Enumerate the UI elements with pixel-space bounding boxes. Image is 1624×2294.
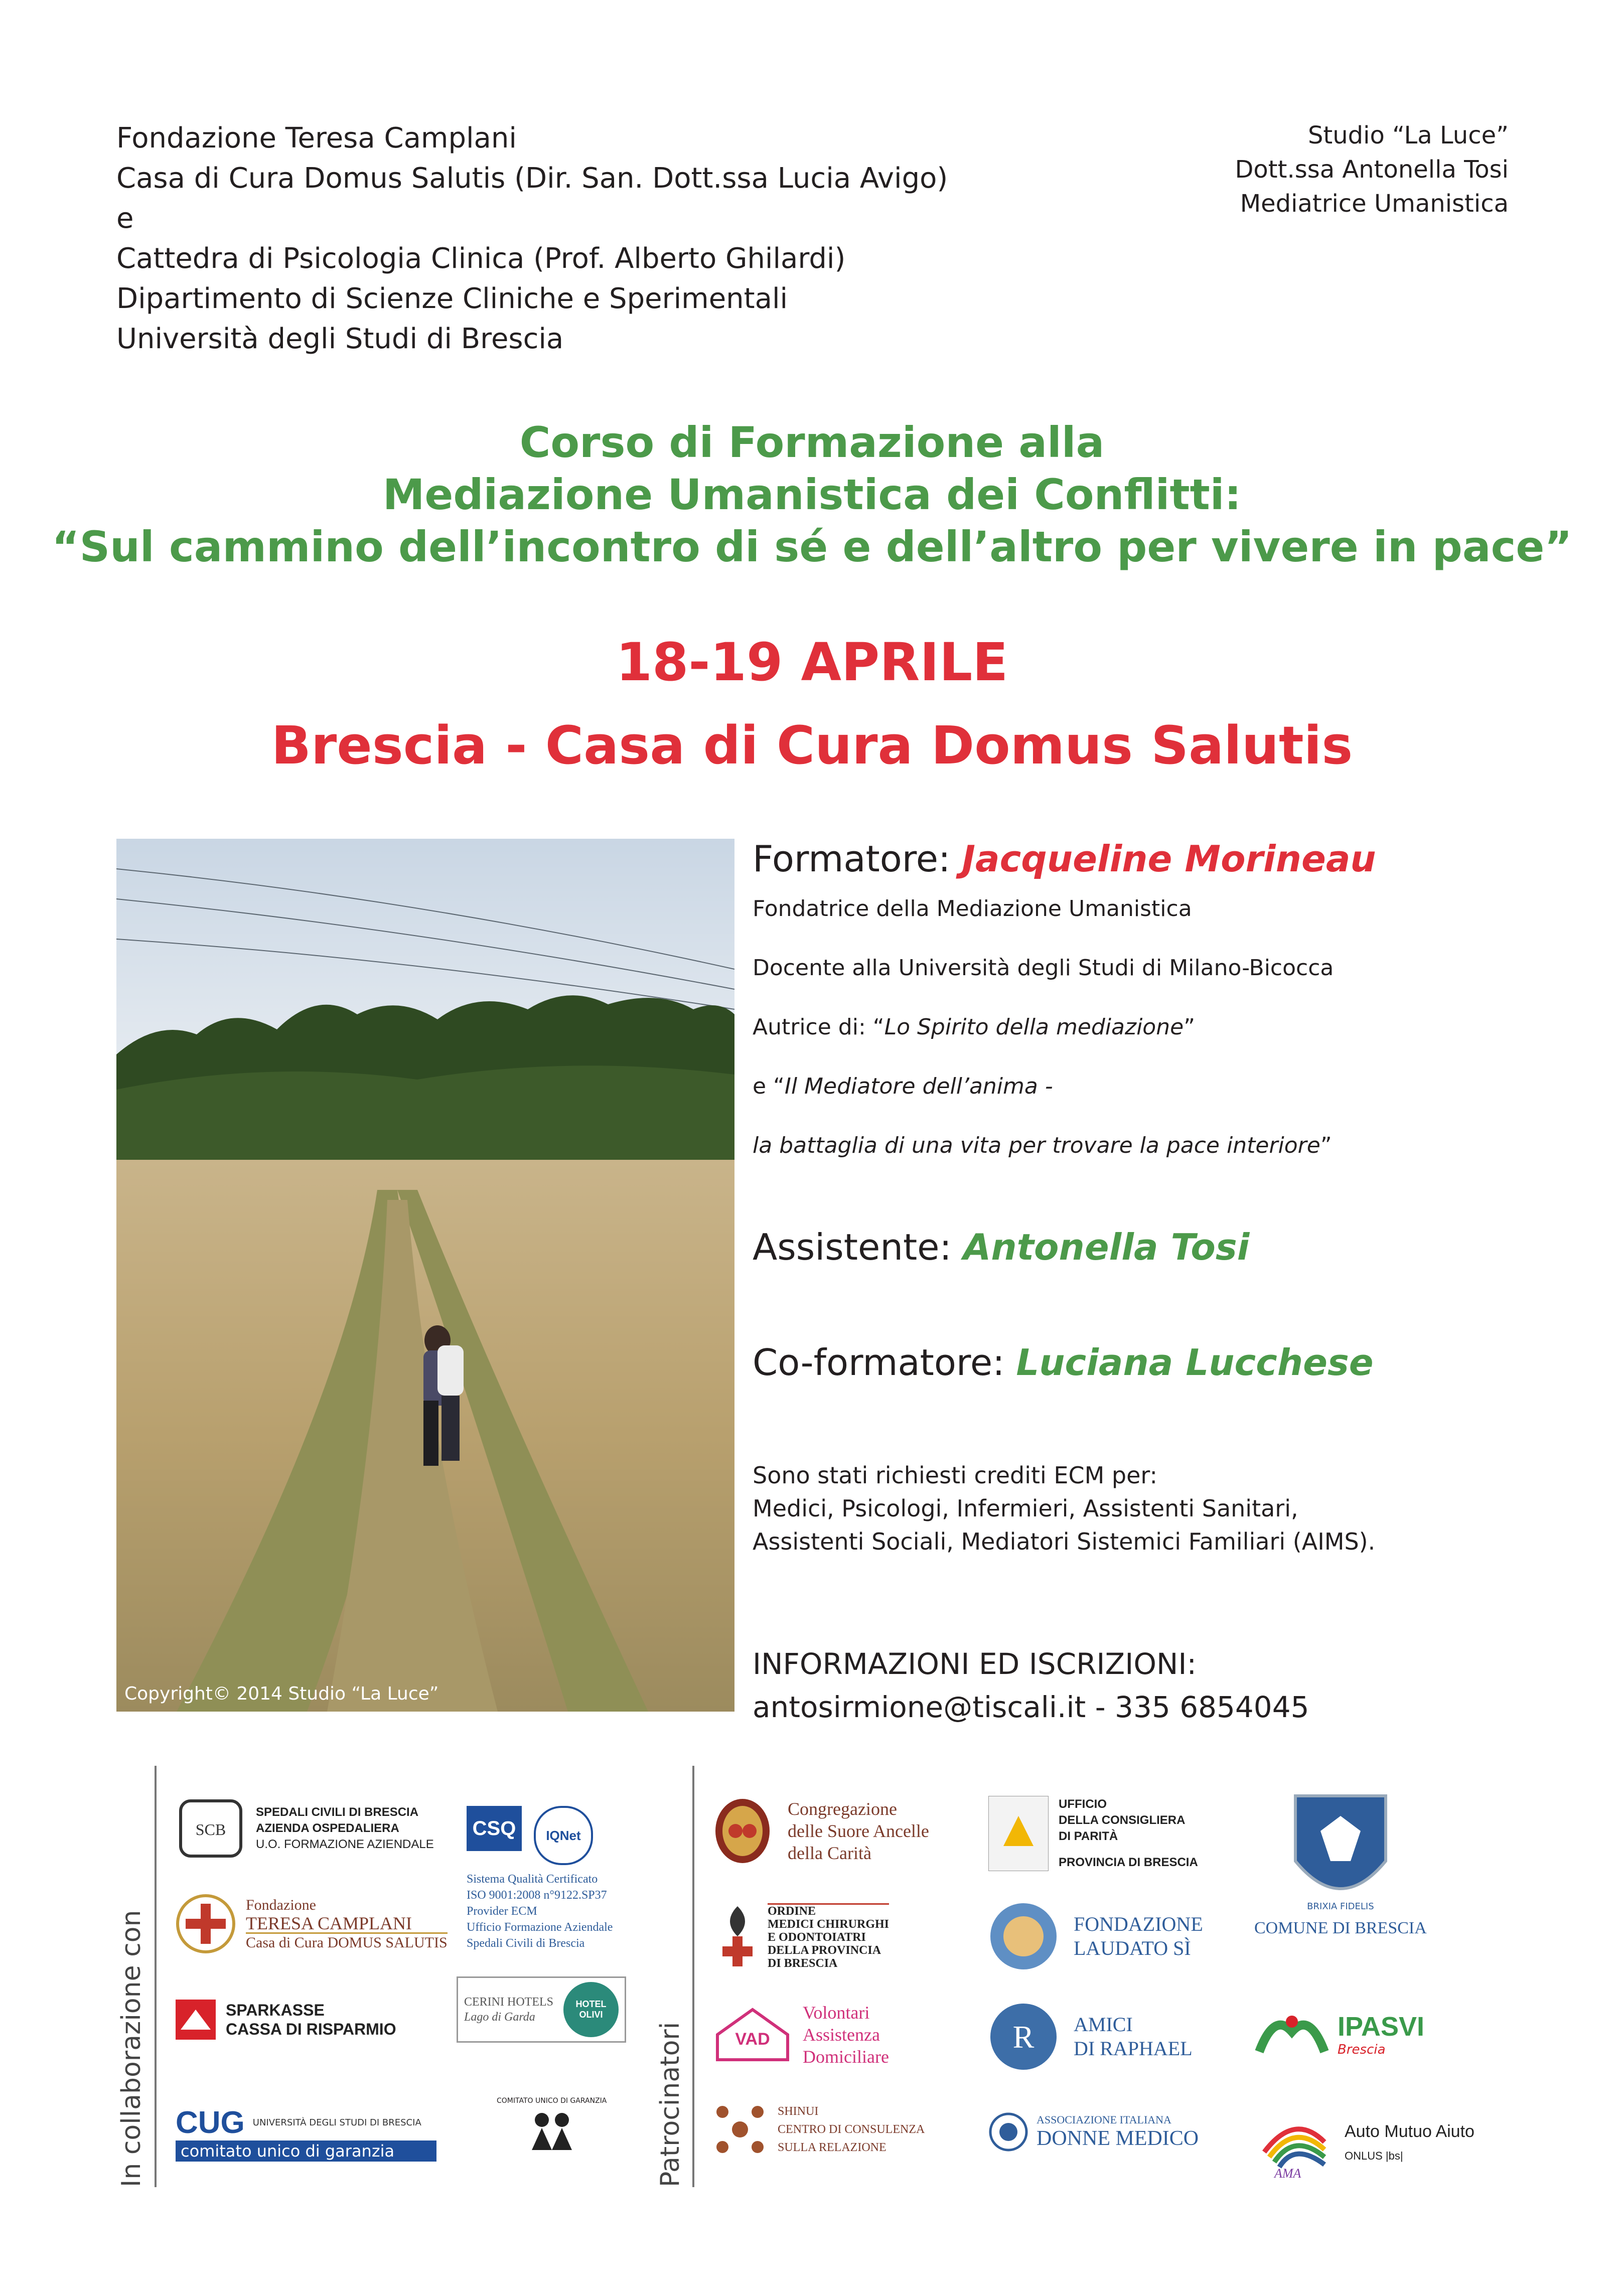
organizer-block [116, 118, 948, 359]
logo-text: Lago di Garda [464, 2011, 535, 2024]
organizer-line: e [116, 202, 134, 235]
people-icon [522, 2105, 582, 2155]
suore-crest-icon [712, 1796, 773, 1866]
logo-text: Auto Mutuo Aiuto [1345, 2121, 1474, 2141]
coformatore-line [753, 1337, 1535, 1388]
organizer-line: Fondazione Teresa Camplani [116, 122, 517, 155]
organizer-line: Cattedra di Psicologia Clinica (Prof. Alberto Ghilardi) [116, 242, 846, 275]
logo-text: TERESA CAMPLANI [246, 1913, 412, 1933]
contact-label: INFORMAZIONI ED ISCRIZIONI: [753, 1647, 1197, 1681]
raphael-logo [988, 2002, 1193, 2072]
book-line [753, 1012, 1535, 1042]
cug-subtitle: comitato unico di garanzia [176, 2140, 436, 2162]
spedali-logo [176, 1796, 434, 1861]
logo-text: DONNE MEDICO [1037, 2127, 1199, 2150]
camplani-logo [171, 1891, 448, 1956]
organizer-line: Università degli Studi di Brescia [116, 323, 564, 355]
logo-text: AZIENDA OSPEDALIERA [256, 1821, 399, 1835]
suore-logo [712, 1796, 929, 1866]
book-title: la battaglia di una vita per trovare la pace interiore [753, 1133, 1320, 1158]
logo-text: SPEDALI CIVILI DI BRESCIA [256, 1805, 419, 1819]
raphael-icon [988, 2002, 1059, 2072]
collab-label: In collaborazione con [116, 1910, 146, 2187]
coformatore-name: Luciana Lucchese [1016, 1341, 1374, 1384]
shinui-icon [712, 2102, 768, 2157]
formatore-line [753, 834, 1535, 884]
logo-text: UFFICIO [1059, 1797, 1107, 1811]
cug-logo [176, 2105, 436, 2162]
consigliera-logo [988, 1796, 1198, 1871]
logo-text: Sistema Qualità Certificato [467, 1873, 598, 1886]
logo-text: ONLUS |bs| [1345, 2149, 1403, 2162]
date-venue [0, 628, 1624, 780]
logo-text: MEDICI CHIRURGHI [768, 1917, 890, 1931]
logo-text: DELLA PROVINCIA [768, 1943, 881, 1957]
consigliera-icon [988, 1796, 1049, 1871]
book-prefix: Autrice di: “ [753, 1014, 884, 1040]
csq-logo [467, 1806, 613, 1951]
logo-text: Casa di Cura DOMUS SALUTIS [246, 1932, 448, 1952]
photo-copyright: Copyright© 2014 Studio “La Luce” [124, 1684, 439, 1704]
organizer-line: Casa di Cura Domus Salutis (Dir. San. Dott.ssa Lucia Avigo) [116, 162, 948, 195]
vad-badge-text: VAD [735, 2030, 770, 2049]
formatore-label: Formatore: [753, 838, 962, 880]
logo-text: Volontari [803, 2003, 870, 2023]
logo-text: ASSOCIAZIONE ITALIANA [1037, 2113, 1171, 2126]
logo-text: Brescia [1338, 2042, 1386, 2057]
donne-seal-icon [988, 2112, 1028, 2152]
comune-crest-icon [1275, 1786, 1406, 1916]
logo-text: FONDAZIONE [1074, 1913, 1203, 1935]
studio-line: Dott.ssa Antonella Tosi [1235, 156, 1509, 184]
logo-text: DI RAPHAEL [1074, 2037, 1193, 2060]
field-photo-illustration [116, 839, 734, 1712]
logo-text: LAUDATO SÌ [1074, 1937, 1191, 1959]
ama-badge-text: AMA [1274, 2166, 1301, 2181]
field-photo [116, 839, 734, 1712]
studio-line: Studio “La Luce” [1307, 121, 1509, 149]
title-line: Mediazione Umanistica dei Conflitti: [382, 470, 1242, 519]
assistente-line [753, 1222, 1535, 1272]
shinui-logo [712, 2102, 925, 2157]
ama-logo [1254, 2102, 1474, 2182]
logo-text: Domiciliare [803, 2047, 889, 2067]
course-title [0, 416, 1624, 573]
title-line: “Sul cammino dell’incontro di sé e dell’altro per vivere in pace” [52, 522, 1572, 571]
cug-title: CUG [176, 2105, 245, 2140]
logo-text: SPARKASSE [226, 2001, 325, 2019]
ecm-block [753, 1459, 1375, 1558]
brixia-motto: BRIXIA FIDELIS [1307, 1901, 1374, 1912]
spedali-crest-icon [176, 1796, 246, 1861]
patron-divider [692, 1766, 694, 2187]
camplani-cross-icon [171, 1891, 241, 1956]
logo-text: Congregazione [788, 1799, 897, 1819]
logo-text: ORDINE [768, 1904, 816, 1918]
assistente-label: Assistente: [753, 1226, 963, 1268]
ipasvi-logo [1254, 2002, 1424, 2067]
laudato-icon [988, 1901, 1059, 1971]
ecm-line: Sono stati richiesti crediti ECM per: [753, 1462, 1158, 1489]
contact-block [753, 1642, 1309, 1729]
logo-text: Provider ECM [467, 1905, 537, 1918]
logo-text: SHINUI [778, 2105, 819, 2118]
ecm-line: Assistenti Sociali, Mediatori Sistemici Familiari (AIMS). [753, 1528, 1376, 1555]
logo-text: Assistenza [803, 2025, 880, 2045]
donne-logo [988, 2112, 1199, 2152]
logo-text: CENTRO DI CONSULENZA [778, 2123, 925, 2136]
date-line: 18-19 APRILE [616, 632, 1008, 693]
laudato-logo [988, 1901, 1203, 1971]
ordine-cross-icon [712, 1901, 763, 1971]
svg-text:SCB: SCB [195, 1820, 226, 1839]
studio-block [1235, 118, 1509, 221]
ecm-line: Medici, Psicologi, Infermieri, Assistenti Sanitari, [753, 1495, 1298, 1522]
studio-line: Mediatrice Umanistica [1240, 190, 1509, 218]
book-suffix: ” [1320, 1133, 1332, 1158]
svg-text:R: R [1012, 2019, 1035, 2055]
formatore-name: Jacqueline Morineau [962, 838, 1376, 880]
logo-text: DELLA CONSIGLIERA [1059, 1813, 1186, 1827]
logo-text: DI PARITÀ [1059, 1829, 1118, 1843]
sparkasse-icon [176, 2000, 216, 2040]
assistente-name: Antonella Tosi [963, 1226, 1250, 1268]
hotel-olivi-badge: HOTEL OLIVI [563, 1982, 619, 2037]
book-prefix: e “ [753, 1074, 785, 1099]
book-suffix: ” [1184, 1014, 1195, 1040]
book-title: Il Mediatore dell’anima - [784, 1074, 1053, 1099]
logo-text: Ufficio Formazione Aziendale [467, 1921, 613, 1934]
logo-text: Fondazione [246, 1896, 316, 1913]
vad-logo [712, 2002, 889, 2068]
logo-text: U.O. FORMAZIONE AZIENDALE [256, 1838, 434, 1851]
logo-text: CASSA DI RISPARMIO [226, 2020, 396, 2038]
logo-text: COMUNE DI BRESCIA [1254, 1919, 1427, 1937]
logo-text: DI BRESCIA [768, 1956, 838, 1970]
cug-university: UNIVERSITÀ DEGLI STUDI DI BRESCIA [252, 2117, 421, 2128]
logo-text: SULLA RELAZIONE [778, 2141, 887, 2154]
csq-badge: CSQ [467, 1806, 522, 1851]
book-title: Lo Spirito della mediazione [884, 1014, 1184, 1040]
iqnet-badge: IQNet [534, 1806, 593, 1865]
logo-text: CERINI HOTELS [464, 1996, 553, 2009]
bio-line: Fondatrice della Mediazione Umanistica [753, 896, 1192, 922]
book-line [753, 1131, 1535, 1161]
logo-text: PROVINCIA DI BRESCIA [1059, 1856, 1198, 1869]
organizer-line: Dipartimento di Scienze Cliniche e Sperimentali [116, 282, 788, 315]
ipasvi-hands-icon [1254, 2002, 1330, 2067]
venue-line: Brescia - Casa di Cura Domus Salutis [271, 715, 1353, 776]
logo-text: della Carità [788, 1843, 871, 1863]
cerini-logo [457, 1976, 626, 2043]
sparkasse-logo [176, 2000, 396, 2040]
logo-text: Spedali Civili di Brescia [467, 1937, 585, 1950]
book-line [753, 1072, 1535, 1102]
coformatore-label: Co-formatore: [753, 1341, 1016, 1384]
logo-text: ISO 9001:2008 n°9122.SP37 [467, 1889, 607, 1902]
title-line: Corso di Formazione alla [519, 418, 1105, 467]
logo-text: delle Suore Ancelle [788, 1821, 929, 1841]
comune-logo [1254, 1786, 1427, 1938]
contact-details: antosirmione@tiscali.it - 335 6854045 [753, 1690, 1309, 1724]
collab-divider [155, 1766, 157, 2187]
logo-text: IPASVI [1338, 2012, 1425, 2042]
bio-line: Docente alla Università degli Studi di Milano-Bicocca [753, 955, 1334, 981]
trainers-block [753, 834, 1535, 1388]
logo-text: E ODONTOIATRI [768, 1930, 866, 1944]
logo-text: AMICI [1074, 2013, 1133, 2036]
patron-label: Patrocinatori [655, 2022, 685, 2187]
comitato-logo [497, 2097, 607, 2155]
ordine-logo [712, 1901, 889, 1971]
logo-text: COMITATO UNICO DI GARANZIA [497, 2097, 607, 2105]
